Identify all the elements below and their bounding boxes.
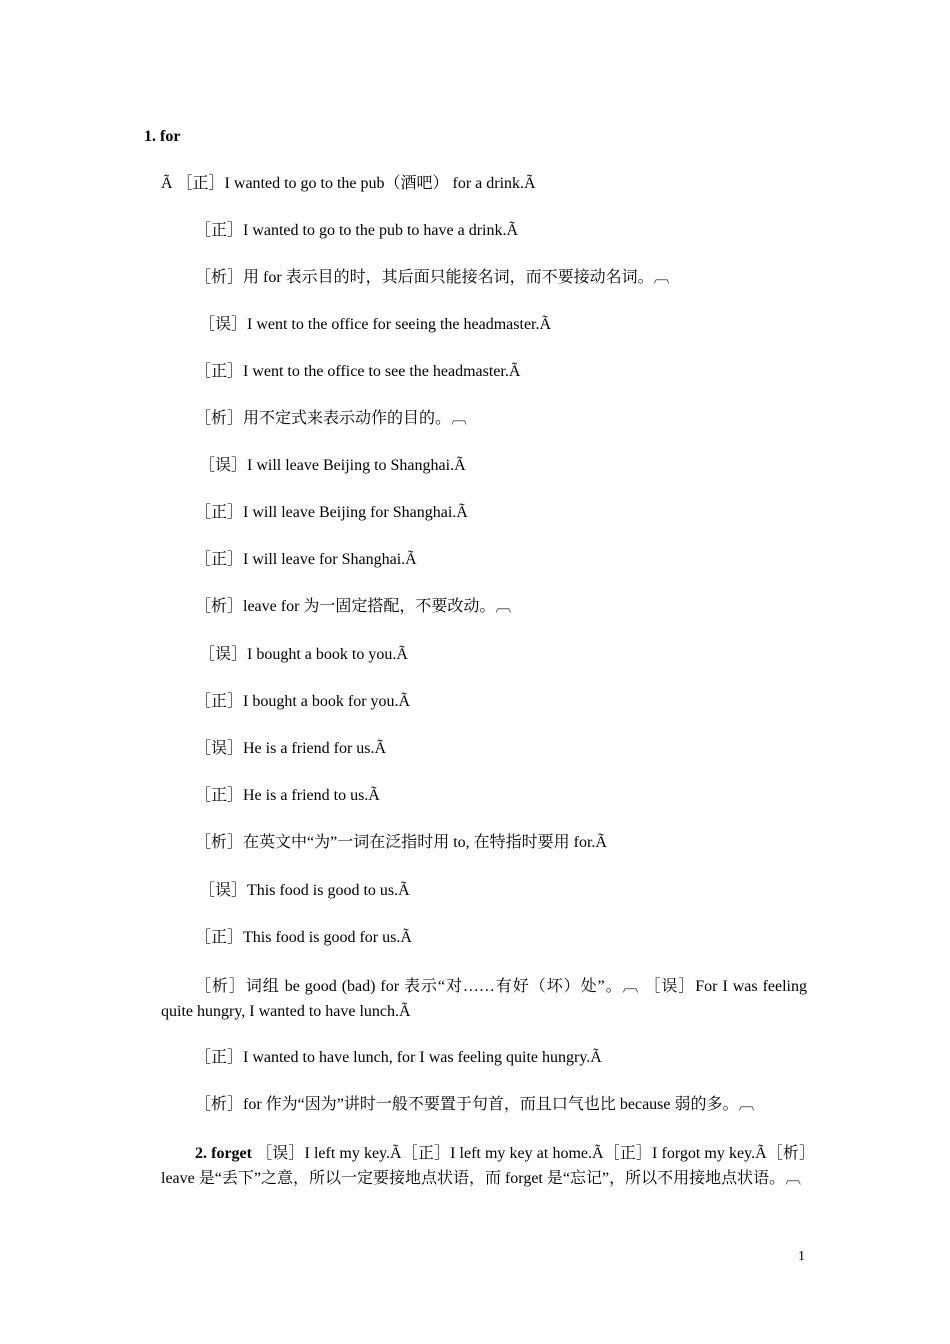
text-line: ［正］I bought a book for you.Ã (195, 693, 411, 710)
text-line: ［析］用不定式来表示动作的目的。︹ (195, 410, 468, 427)
text-line: ［正］I will leave for Shanghai.Ã (195, 551, 417, 568)
forget-explanation: ［误］I left my key.Ã［正］I left my key at home.Ã［正］I forgot my key.Ã［析］leave 是“丢下”之意，所以一定要接地点状语，而 forget 是“忘记”，所以不用接地点状语。︹ (161, 1145, 807, 1187)
text-line: ［正］I will leave Beijing for Shanghai.Ã (195, 504, 468, 521)
text-line: Ã ［正］I wanted to go to the pub（酒吧） for a drink.Ã (161, 175, 536, 192)
text-line: ［误］I will leave Beijing to Shanghai.Ã (199, 457, 466, 474)
text-line: ［误］I went to the office for seeing the headmaster.Ã (199, 316, 552, 333)
text-line: ［析］用 for 表示目的时，其后面只能接名词，而不要接动名词。︹ (195, 269, 670, 286)
text-line: ［误］He is a friend for us.Ã (195, 740, 387, 757)
text-line: ［正］I wanted to have lunch, for I was feeling quite hungry.Ã (195, 1049, 602, 1066)
page-number: 1 (798, 1249, 805, 1264)
text-line: ［正］I went to the office to see the headmaster.Ã (195, 363, 521, 380)
section-heading-for: 1. for (144, 128, 181, 145)
paragraph-be-good: ［析］词组 be good (bad) for 表示“对……有好（坏）处”。︹ ［误］For I was feeling quite hungry, I wanted to have lunch.Ã (161, 978, 807, 1020)
text-line: ［正］This food is good for us.Ã (195, 929, 412, 946)
text-line: ［析］在英文中“为”一词在泛指时用 to, 在特指时要用 for.Ã (195, 834, 607, 851)
text-line: ［正］I wanted to go to the pub to have a drink.Ã (195, 222, 519, 239)
paragraph-forget (161, 1141, 807, 1191)
text-line: ［正］He is a friend to us.Ã (195, 787, 380, 804)
text-line: ［析］leave for 为一固定搭配，不要改动。︹ (195, 598, 512, 615)
text-line: ［析］for 作为“因为”讲时一般不要置于句首，而且口气也比 because 弱的多。︹ (195, 1096, 755, 1113)
text-line: ［误］This food is good to us.Ã (199, 882, 410, 899)
section-heading-forget: 2. forget (195, 1145, 252, 1162)
text-line: ［误］I bought a book to you.Ã (199, 646, 408, 663)
